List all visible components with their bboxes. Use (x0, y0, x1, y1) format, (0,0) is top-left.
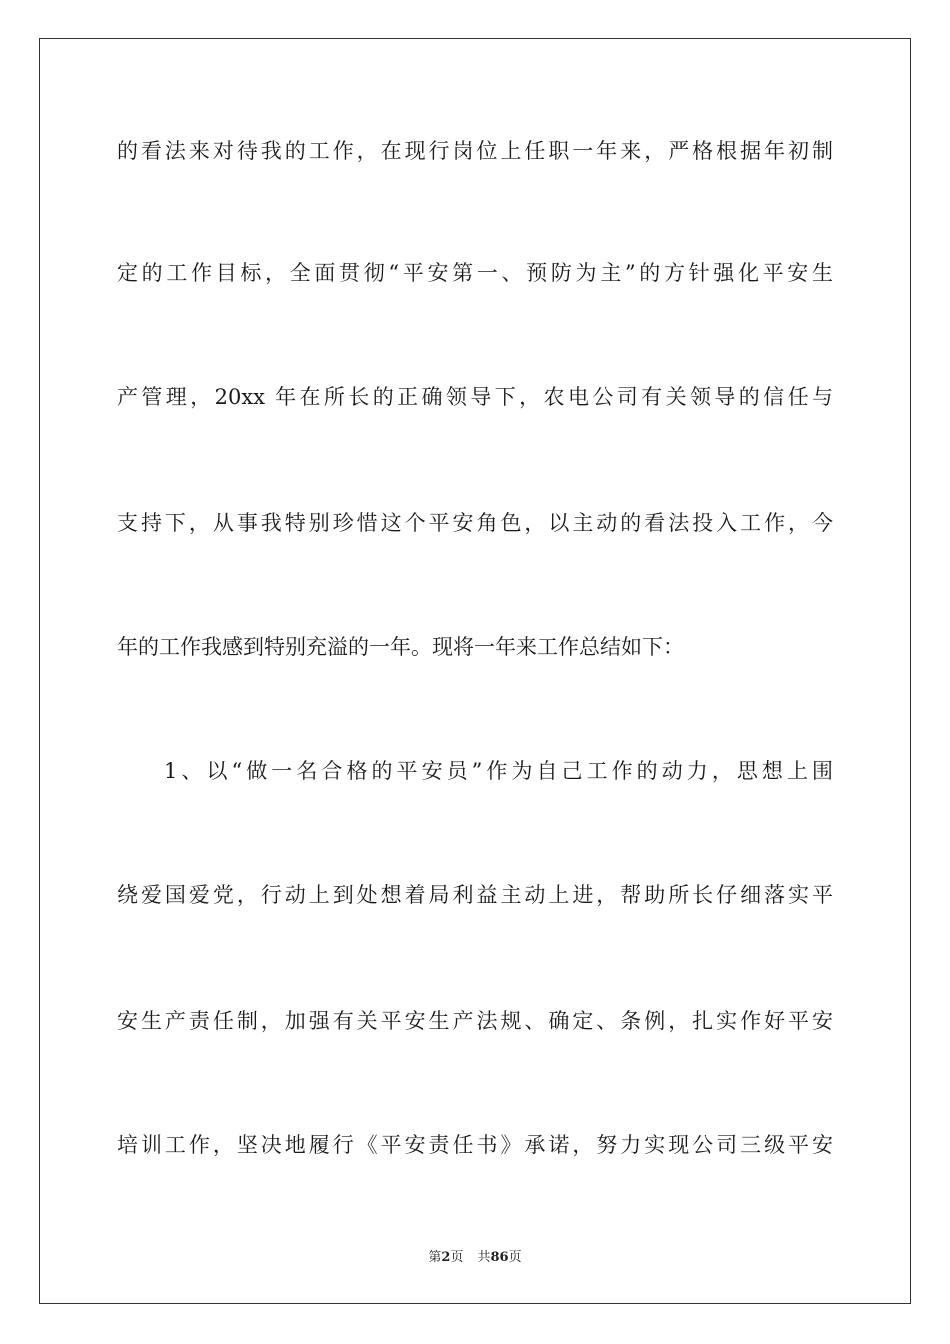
body-text-line-7: 绕爱国爱党，行动上到处想着局利益主动上进，帮助所长仔细落实平 (117, 883, 833, 907)
body-text-line-4: 支持下，从事我特别珍惜这个平安角色，以主动的看法投入工作，今 (117, 511, 833, 535)
body-text-line-2: 定的工作目标，全面贯彻“平安第一、预防为主”的方针强化平安生 (117, 261, 833, 285)
footer-page-suffix: 页 (450, 1250, 464, 1265)
body-text-line-3: 产管理，20xx 年在所长的正确领导下，农电公司有关领导的信任与 (117, 385, 833, 409)
footer-total-pages: 86 (490, 1250, 509, 1265)
body-text-line-9: 培训工作，坚决地履行《平安责任书》承诺，努力实现公司三级平安 (117, 1133, 833, 1157)
footer-page-number: 2 (441, 1250, 451, 1265)
body-text-line-5: 年的工作我感到特别充溢的一年。现将一年来工作总结如下： (117, 635, 684, 659)
footer-total-suffix: 页 (508, 1250, 522, 1265)
page-frame (39, 38, 911, 1304)
page-footer (0, 1246, 950, 1265)
footer-total-prefix: 共 (477, 1250, 491, 1265)
body-text-line-6: 1、以“做一名合格的平安员”作为自己工作的动力，思想上围 (164, 759, 833, 783)
body-text-line-8: 安生产责任制，加强有关平安生产法规、确定、条例，扎实作好平安 (117, 1009, 833, 1033)
body-text-line-1: 的看法来对待我的工作，在现行岗位上任职一年来，严格根据年初制 (117, 139, 833, 163)
footer-page-prefix: 第 (428, 1250, 442, 1265)
